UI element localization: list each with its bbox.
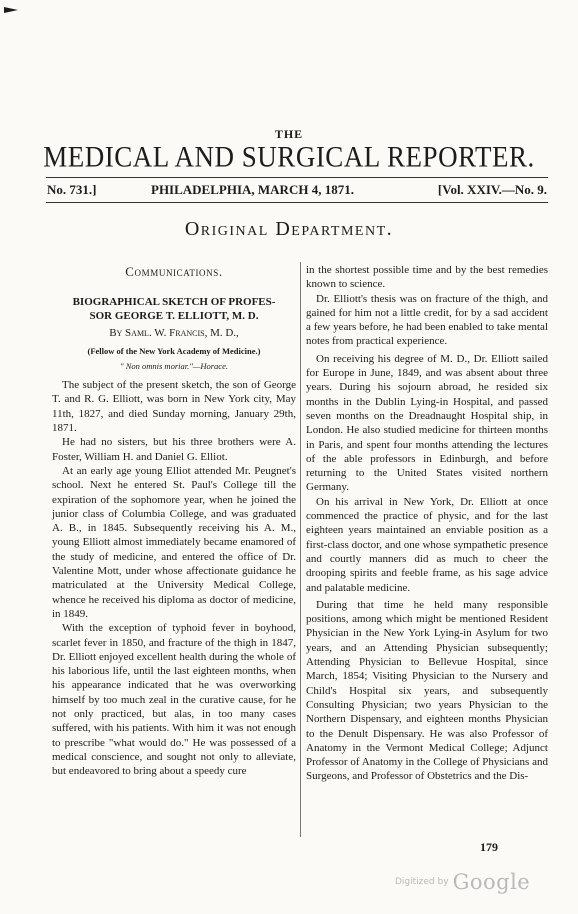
department-heading: Original Department. bbox=[184, 218, 394, 240]
author-affiliation: (Fellow of the New York Academy of Medicine.) bbox=[87, 345, 261, 356]
paragraph-6: Dr. Elliott's thesis was on fracture of the thigh, and gained for him not a little credit, for by a sad accident a few years before, he had been enabled to take mental notes from practical experience. bbox=[306, 292, 548, 348]
right-column bbox=[306, 263, 548, 784]
digitized-watermark bbox=[395, 870, 530, 894]
masthead-kicker: THE bbox=[274, 127, 304, 141]
google-logo: Google bbox=[452, 870, 531, 894]
watermark-prefix: Digitized by bbox=[395, 877, 449, 887]
paragraph-7: On receiving his degree of M. D., Dr. Elliott sailed for Europe in June, 1849, and was absent about three years. During his sojourn abroad, he resided six months in the Dublin Lying-in Hospital, and passed seven months on the Dreadnaught Hospital ship, in London. He also studied medicine for thirteen months in Paris, and spent four months attending the lectures of the able professors in Edinburgh, and before returning to the United States visited northern Germany. bbox=[306, 352, 548, 494]
article-byline: By Saml. W. Francis, M. D., bbox=[109, 327, 239, 340]
volume-number: [Vol. XXIV.—No. 9. bbox=[437, 182, 547, 197]
journal-title: MEDICAL AND SURGICAL REPORTER. bbox=[43, 140, 535, 174]
left-column bbox=[52, 263, 296, 779]
epigraph: " Non omnis moriar."—Horace. bbox=[120, 360, 228, 371]
paragraph-4: With the exception of typhoid fever in boyhood, scarlet fever in 1850, and fracture of the thigh in 1847, Dr. Elliott enjoyed excellent health during the whole of his laborious life, until the last eighteen months, when his appearance indicated that he was overworking himself by too much zeal in the curative cause, for he not only practiced, but alas, in too many cases suffered, with his patients. With him it was not enough to prescribe "what would do." He was possessed of a medical conscience, and sought not only to alleviate, but endeavored to bring about a speedy cure bbox=[52, 622, 296, 778]
section-heading: Communications. bbox=[125, 264, 223, 279]
page-corner-arrow-icon bbox=[4, 6, 18, 14]
paragraph-8: On his arrival in New York, Dr. Elliott at once commenced the practice of physic, and for the last eighteen years maintained an enviable position as a first-class doctor, and one whose sympathetic presence and courtly manners did as much to cheer the drooping spirits and feeble frame, as his sage advice and palatable medicine. bbox=[306, 495, 548, 594]
paragraph-5: in the shortest possible time and by the best remedies known to science. bbox=[306, 264, 548, 291]
dateline: PHILADELPHIA, MARCH 4, 1871. bbox=[151, 182, 354, 197]
issue-number: No. 731.] bbox=[47, 182, 97, 197]
article-title bbox=[52, 295, 296, 323]
paragraph-2: He had no sisters, but his three brothers were A. Foster, William H. and Daniel G. Elliot. bbox=[52, 436, 296, 463]
masthead-rule-top bbox=[46, 177, 548, 178]
issue-line bbox=[47, 182, 547, 198]
masthead-rule-bottom bbox=[46, 202, 548, 203]
article-title-line-1: BIOGRAPHICAL SKETCH OF PROFES- bbox=[72, 296, 276, 309]
paragraph-9: During that time he held many responsible positions, among which might be mentioned Resident Physician in the New York Lying-in Asylum for two years, and an Attending Physician subsequently; Attending Physician to Bellevue Hospital, since March, 1854; Visiting Physician to the Nursery and Child's Hospital six years, and subsequently Consulting Physician; two years Physician to the Northern Dispensary, and eighteen months Physician to the Denult Dispensary. He was also Professor of Anatomy in the Vermont Medical College; Adjunct Professor of Anatomy in the College of Physicians and Surgeons, and Professor of Obstetrics and the Dis- bbox=[306, 598, 548, 783]
column-divider bbox=[300, 262, 301, 837]
page-number: 179 bbox=[480, 840, 498, 854]
article-title-line-2: SOR GEORGE T. ELLIOTT, M. D. bbox=[89, 310, 259, 323]
paragraph-3: At an early age young Elliot attended Mr. Peugnet's school. Next he entered St. Paul's College till the expiration of the sophomore year, when he joined the junior class of Columbia College, and was graduated A. B., in 1845. Subsequently receiving his A. M., young Elliott almost immediately became enamored of the study of medicine, and entered the office of Dr. Valentine Mott, under whose affectionate guidance he matriculated at the University Medical College, whence he received his diploma as doctor of medicine, in 1849. bbox=[52, 464, 296, 620]
paragraph-1: The subject of the present sketch, the son of George T. and R. G. Elliott, was born in New York city, May 11th, 1827, and died Sunday morning, January 29th, 1871. bbox=[52, 379, 296, 435]
